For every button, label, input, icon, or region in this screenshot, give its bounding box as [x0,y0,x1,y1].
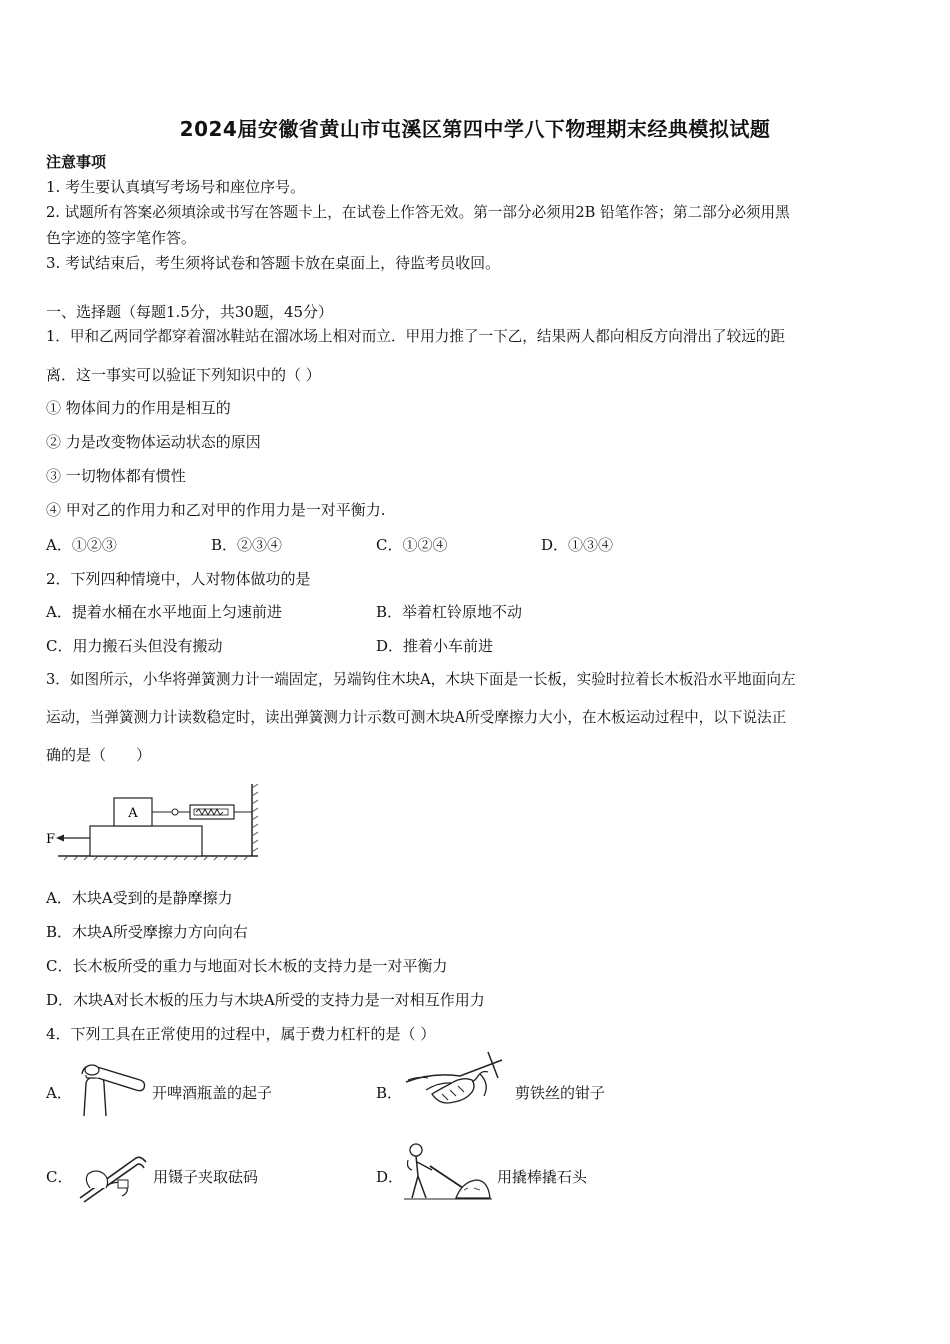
question-2-option-d[interactable]: D．推着小车前进 [376,637,494,655]
notice-item: 3. 考试结束后，考生须将试卷和答题卡放在桌面上，待监考员收回。 [46,254,501,272]
question-1-option-d[interactable]: D．①③④ [541,536,614,554]
question-4-option-c-caption: 用镊子夹取砝码 [153,1168,259,1186]
question-1-stem: 1．甲和乙两同学都穿着溜冰鞋站在溜冰场上相对而立．甲用力推了一下乙，结果两人都向相反方向滑出了较远的距 [46,328,785,345]
question-1-statement: ① 物体间力的作用是相互的 [46,399,231,417]
wire-cutter-icon [402,1050,512,1112]
question-2-option-c[interactable]: C．用力搬石头但没有搬动 [46,637,223,655]
question-4-option-b[interactable]: B． [376,1084,403,1102]
crowbar-lever-icon [402,1140,494,1202]
question-4-option-d[interactable]: D． [376,1168,404,1186]
question-4-option-c[interactable]: C． [46,1168,73,1186]
pull-force-arrow [56,835,90,842]
question-2-stem: 2．下列四种情境中，人对物体做功的是 [46,570,311,588]
force-label: F [46,832,56,847]
notice-heading: 注意事项 [46,153,107,171]
notice-item: 1. 考生要认真填写考场号和座位序号。 [46,178,306,196]
long-board [90,826,202,856]
question-3-stem: 3．如图所示，小华将弹簧测力计一端固定，另端钩住木块A，木块下面是一长板，实验时拉着长木板沿水平地面向左 [46,671,796,688]
block-a-label: A [128,806,138,821]
question-2-option-a[interactable]: A．提着水桶在水平地面上匀速前进 [46,603,282,621]
question-1-statement: ② 力是改变物体运动状态的原因 [46,433,261,451]
question-3-option-c[interactable]: C．长木板所受的重力与地面对长木板的支持力是一对平衡力 [46,957,448,975]
tweezers-icon [74,1150,152,1206]
question-1-stem: 离．这一事实可以验证下列知识中的（ ） [46,366,321,384]
page-title: 2024届安徽省黄山市屯溪区第四中学八下物理期末经典模拟试题 [179,117,771,141]
question-4-option-d-caption: 用撬棒撬石头 [497,1168,588,1186]
notice-item: 2. 试题所有答案必须填涂或书写在答题卡上，在试卷上作答无效。第一部分必须用2B 铅笔作答；第二部分必须用黑 [46,204,790,221]
friction-experiment-figure [44,780,266,862]
question-3-option-d[interactable]: D．木块A对长木板的压力与木块A所受的支持力是一对相互作用力 [46,991,485,1009]
question-1-option-c[interactable]: C．①②④ [376,536,448,554]
question-1-option-b[interactable]: B．②③④ [211,536,283,554]
question-1-option-a[interactable]: A．①②③ [46,536,117,554]
notice-item: 色字迹的签字笔作答。 [46,229,197,247]
wall [252,784,258,856]
question-3-option-a[interactable]: A．木块A受到的是静摩擦力 [46,889,233,907]
spring-scale [152,805,252,819]
question-4-option-b-caption: 剪铁丝的钳子 [515,1084,606,1102]
question-4-stem: 4．下列工具在正常使用的过程中，属于费力杠杆的是（ ） [46,1025,436,1043]
question-3-stem: 确的是（ ） [46,746,152,764]
question-3-stem: 运动，当弹簧测力计读数稳定时，读出弹簧测力计示数可测木块A所受摩擦力大小，在木板运动过程中，以下说法正 [46,709,787,726]
bottle-opener-icon [76,1058,148,1118]
question-4-option-a-caption: 开啤酒瓶盖的起子 [152,1084,273,1102]
question-4-option-a[interactable]: A． [46,1084,72,1102]
question-2-option-b[interactable]: B．举着杠铃原地不动 [376,603,523,621]
section-heading: 一、选择题（每题1.5分，共30题，45分） [46,303,334,321]
question-3-option-b[interactable]: B．木块A所受摩擦力方向向右 [46,923,248,941]
question-1-statement: ④ 甲对乙的作用力和乙对甲的作用力是一对平衡力. [46,501,386,519]
question-1-statement: ③ 一切物体都有惯性 [46,467,186,485]
